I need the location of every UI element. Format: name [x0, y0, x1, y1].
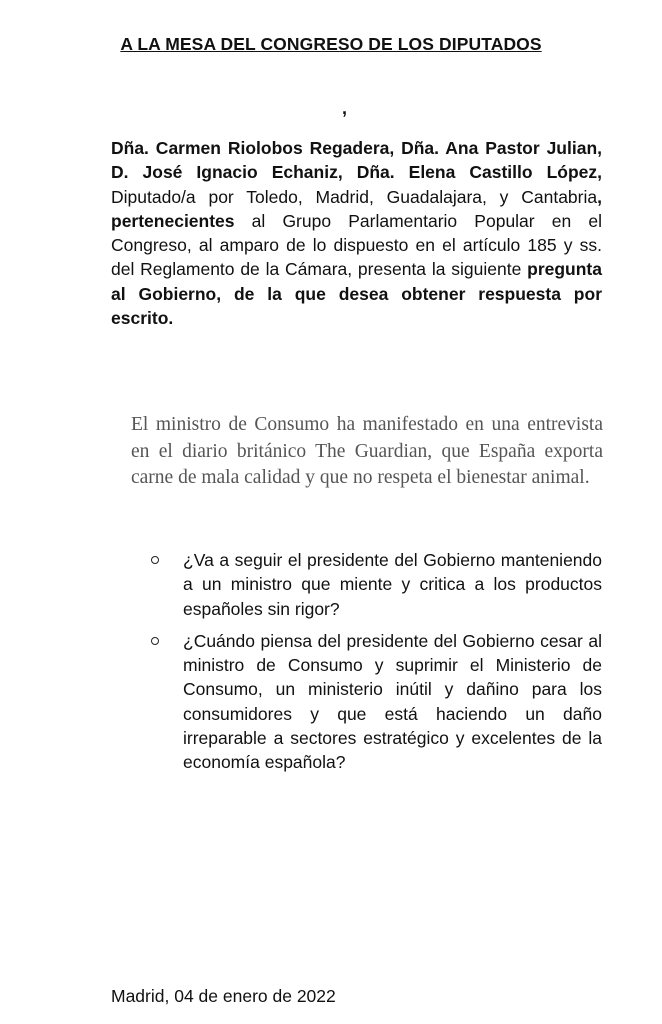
document-title: A LA MESA DEL CONGRESO DE LOS DIPUTADOS: [120, 34, 542, 54]
question-item: [148, 629, 602, 775]
intro-text-1: Diputado/a por Toledo, Madrid, Guadalajara, y Cantabria: [111, 186, 598, 207]
hollow-bullet-icon: [151, 556, 159, 564]
question-text: ¿Va a seguir el presidente del Gobierno manteniendo a un ministro que miente y critica a los productos españoles sin rigor?: [183, 550, 602, 619]
intro-paragraph: [111, 136, 602, 330]
question-list: [148, 548, 602, 783]
intro-pregunta: pregunta al Gobierno, de la que desea obtener respuesta por escrito.: [111, 259, 602, 329]
intro-comma: ,: [597, 186, 602, 207]
question-item: [148, 548, 602, 621]
stray-comma: ,: [342, 98, 348, 118]
date-line: Madrid, 04 de enero de 2022: [111, 986, 336, 1006]
question-text: ¿Cuándo piensa del presidente del Gobierno cesar al ministro de Consumo y suprimir el Ministerio de Consumo, un ministerio inútil y dañino para los consumidores y que está haciendo un daño irreparable a sectores estratégico y excelentes de la economía española?: [183, 630, 602, 773]
intro-text-2: al Grupo Parlamentario Popular en el Congreso, al amparo de lo dispuesto en el artículo 185 y ss. del Reglamento de la Cámara, presenta la siguiente: [111, 210, 602, 280]
hollow-bullet-icon: [151, 637, 159, 645]
statement-paragraph: El ministro de Consumo ha manifestado en una entrevista en el diario británico The Guardian, que España exporta carne de mala calidad y que no respeta el bienestar animal.: [131, 414, 603, 489]
intro-pertenecientes: pertenecientes: [111, 210, 235, 231]
deputy-names: Dña. Carmen Riolobos Regadera, Dña. Ana Pastor Julian, D. José Ignacio Echaniz, Dña. Elena Castillo López,: [111, 138, 602, 183]
